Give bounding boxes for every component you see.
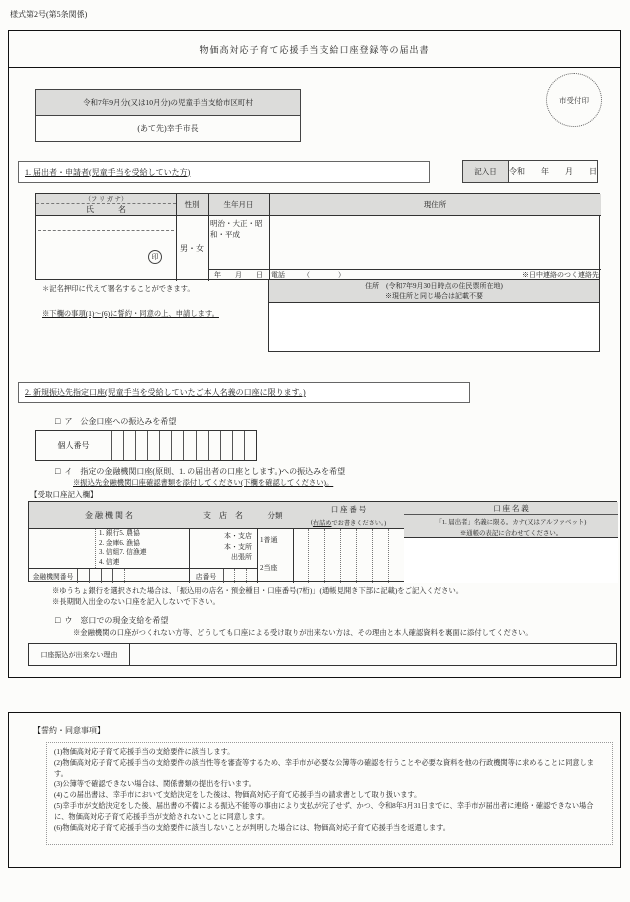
era-options-cell[interactable]: 明治・大正・昭和・平成 <box>210 219 263 239</box>
pledge-item-2: (2)物価高対応子育て応援手当の支給要件の該当性等を審査等するため、幸手市が必要な公簿等の確認を行うことや必要な資料を他の行政機関等に求めることに同意します。 <box>54 758 594 778</box>
name-input-cell[interactable] <box>36 216 176 281</box>
account-number-header <box>293 502 404 529</box>
option-b-checkbox[interactable]: □ <box>55 466 61 476</box>
branch-code-label: 店番号 <box>195 574 217 581</box>
city-receipt-stamp: 市受付印 <box>546 73 602 127</box>
gender-options-cell[interactable]: 男・女 <box>180 244 204 253</box>
account-type-ordinary: 1普通 <box>260 536 278 544</box>
account-number-digits[interactable] <box>293 529 404 583</box>
entry-date-field[interactable]: 令和 年 月 日 <box>509 167 597 176</box>
branch-name-input[interactable] <box>189 529 257 568</box>
bank-code-digits[interactable] <box>77 569 125 583</box>
no-transfer-reason-input[interactable] <box>130 644 616 665</box>
registered-address-header <box>268 280 600 303</box>
registered-address-input[interactable] <box>268 303 600 352</box>
account-number-note: ( 右詰め でお書きください。) <box>310 518 387 527</box>
pledge-apply-note: ※下欄の事項(1)～(6)に誓約・同意の上、申請します。 <box>42 309 219 318</box>
pledge-item-3: (3)公簿等で確認できない場合は、関係書類の提出を行います。 <box>54 780 256 789</box>
fill-in-heading: 【受取口座記入欄】 <box>30 490 98 499</box>
seal-mark: 印 <box>148 250 162 264</box>
option-c-note: ※金融機関の口座がつくれない方等、どうしても口座による受け取りが出来ない方は、その理由と本人確認資料を裏面に添付してください。 <box>73 628 533 637</box>
current-address-cell[interactable] <box>269 216 601 269</box>
furigana-label: （フ リ ガ ナ） <box>36 194 176 204</box>
gender-header: 性別 <box>176 194 208 216</box>
birth-header: 生年月日 <box>208 194 269 216</box>
section2-heading: 2. 新規振込先指定口座(児童手当を受給していたご本人名義の口座に限ります。) <box>25 388 306 397</box>
dormant-note: ※長期間入出金のない口座を記入しないで下さい。 <box>52 597 220 606</box>
branch-code-digits[interactable] <box>223 569 257 583</box>
branch-name-header: 支 店 名 <box>189 502 257 529</box>
option-b-label: イ 指定の金融機関口座(原則、1. の届出者の口座とします。)への振込みを希望 <box>64 467 346 476</box>
phone-label: 電話 <box>271 271 285 279</box>
account-holder-input[interactable] <box>404 538 618 583</box>
yucho-note: ※ゆうちょ銀行を選択された場合は、「振込用の店名・預金種目・口座番号(7桁)」(通帳見開き下部に記載)をご記入ください。 <box>52 586 464 595</box>
birth-date-field[interactable]: 年 月 日 <box>214 271 263 279</box>
option-c-label: ウ 窓口での現金支給を希望 <box>64 616 169 625</box>
account-table <box>28 501 617 582</box>
applicant-table <box>35 193 600 280</box>
no-transfer-reason-box <box>28 643 617 666</box>
pledge-item-5: (5)幸手市が支給決定をした後、届出書の不備による振込不能等の事由により支払が完了せず、かつ、令和8年3月31日までに、幸手市が届出者に連絡・確認できない場合に、物価高対応子育て応援手当が支給されないことに同意します。 <box>54 801 594 821</box>
personal-number-digits[interactable] <box>112 431 256 460</box>
bank-code-row <box>29 568 189 583</box>
option-a-label: ア 公金口座への振込みを希望 <box>64 417 177 426</box>
bank-name-header: 金 融 機 関 名 <box>29 502 189 529</box>
addressee-mayor: (あて先)幸手市長 <box>137 124 199 133</box>
name-label: 氏 名 <box>86 205 126 214</box>
pledge-items <box>46 742 613 845</box>
pledge-item-6: (6)物価高対応子育て応援手当の支給要件に該当しないことが判明した場合には、物価高対応子育て応援手当を返還します。 <box>54 823 450 832</box>
section2-heading-box <box>18 382 470 403</box>
bank-type-list: 1. 銀行5. 農協 2. 金庫6. 漁協 3. 信組7. 信漁連 4. 信連 <box>95 529 188 568</box>
option-b-note: ※振込先金融機関口座確認書類を添付してください(下欄を確認してください)。 <box>73 478 334 487</box>
bank-name-input[interactable] <box>29 529 189 568</box>
section1-heading-box <box>18 161 430 183</box>
pledge-item-4: (4)この届出書は、幸手市において支給決定をした後は、物価高対応子育て応援手当の請求書として取り扱います。 <box>54 791 422 800</box>
account-number-title: 口 座 番 号 <box>330 504 367 514</box>
personal-number-label: 個人番号 <box>36 431 112 460</box>
form-title: 物価高対応子育て応援手当支給口座登録等の届出書 <box>9 31 620 68</box>
account-type-current: 2当座 <box>260 564 278 572</box>
option-c-checkbox[interactable]: □ <box>55 615 61 625</box>
pledge-box <box>8 712 621 868</box>
registered-address-note: ※現住所と同じ場合は記載不要 <box>385 292 483 300</box>
phone-note: ※日中連絡のつく連絡先 <box>522 271 599 279</box>
section1-heading: 1. 届出者・申請者(児童手当を受給していた方) <box>25 167 191 177</box>
option-a-checkbox[interactable]: □ <box>55 416 61 426</box>
name-header-cell <box>36 194 176 216</box>
form-code: 様式第2号(第5条関係) <box>10 10 88 19</box>
pledge-heading: 【誓約・同意事項】 <box>33 726 105 735</box>
pledge-item-1: (1)物価高対応子育て応援手当の支給要件に該当します。 <box>54 748 235 756</box>
option-c-row <box>55 615 168 626</box>
entry-date-label: 記入日 <box>463 161 509 182</box>
account-holder-note: 「1. 届出者」名義に限る。カナ(又はアルファベット) ※通帳の表記に合わせてください。 <box>404 515 618 538</box>
branch-type-list: 本・支店 本・支所 出張所 <box>224 532 252 561</box>
option-a-row <box>55 416 176 427</box>
option-b-row <box>55 466 345 477</box>
signature-note: ＊記名押印に代えて署名することができます。 <box>42 284 195 293</box>
address-header: 現住所 <box>269 194 601 216</box>
bank-code-label: 金融機関番号 <box>32 574 74 581</box>
registered-address-label: 住所 (令和7年9月30日時点の住民票所在地) <box>365 281 503 290</box>
account-type-header: 分類 <box>257 502 293 529</box>
branch-code-row <box>189 568 257 583</box>
account-holder-header: 口 座 名 義 <box>404 502 618 515</box>
entry-date-box <box>462 160 598 183</box>
no-transfer-reason-label: 口座振込が出来ない理由 <box>29 644 130 665</box>
addressee-table <box>35 89 301 142</box>
personal-number-box <box>35 430 257 461</box>
addressee-municipality: 令和7年9月分(又は10月分)の児童手当支給市区町村 <box>36 90 300 116</box>
phone-field[interactable]: （ ） <box>303 271 345 279</box>
account-type-cell[interactable] <box>257 529 293 583</box>
